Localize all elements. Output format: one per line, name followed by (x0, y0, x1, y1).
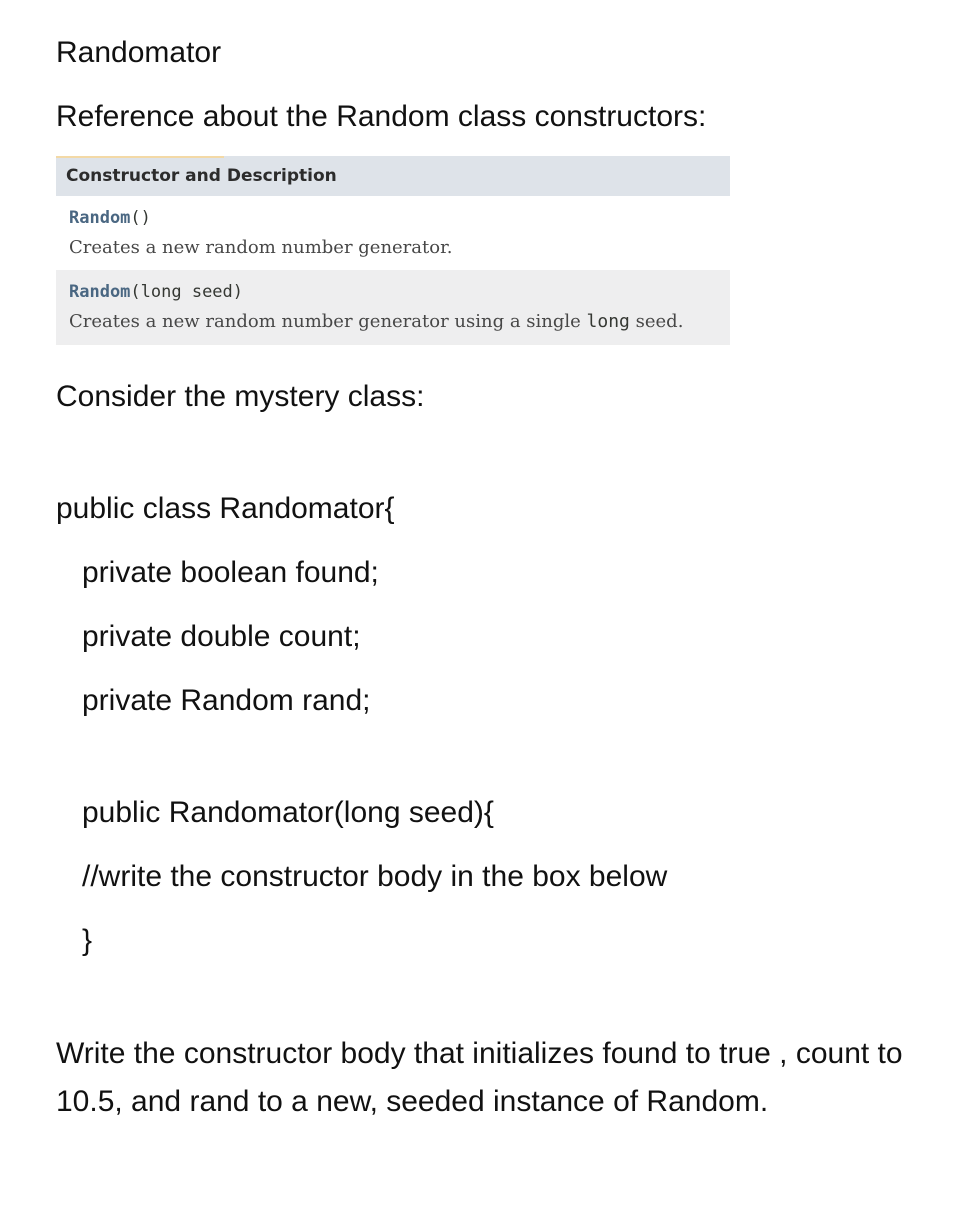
code-field-found: private boolean found; (82, 556, 379, 589)
constructor-description: Creates a new random number generator. (69, 237, 453, 258)
code-constructor-close: } (82, 924, 93, 957)
constructor-signature (69, 280, 717, 304)
code-field-rand: private Random rand; (82, 684, 371, 717)
description-text: Creates a new random number generator using a single (69, 311, 587, 332)
constructor-row (56, 270, 730, 344)
constructor-table (56, 156, 730, 345)
table-tab-accent (56, 156, 224, 158)
code-class-declaration: public class Randomator{ (56, 492, 395, 525)
constructor-link[interactable]: Random (69, 282, 131, 302)
description-code: long (586, 311, 630, 332)
constructor-link[interactable]: Random (69, 208, 131, 228)
code-constructor-comment: //write the constructor body in the box below (82, 860, 668, 893)
description-text: seed. (629, 311, 684, 332)
reference-intro: Reference about the Random class constructors: (56, 100, 707, 133)
question-title: Randomator (56, 36, 222, 69)
constructor-signature (69, 206, 717, 230)
constructor-table-header: Constructor and Description (56, 156, 730, 196)
constructor-params: () (130, 208, 151, 228)
constructor-row (56, 196, 730, 270)
code-field-count: private double count; (82, 620, 361, 653)
question-prompt: Write the constructor body that initializes found to true , count to 10.5, and rand to a new, seeded instance of Random. (56, 1037, 903, 1118)
constructor-params: (long seed) (130, 282, 244, 302)
constructor-description (69, 308, 717, 336)
code-constructor-declaration: public Randomator(long seed){ (82, 796, 494, 829)
mystery-intro: Consider the mystery class: (56, 380, 425, 413)
